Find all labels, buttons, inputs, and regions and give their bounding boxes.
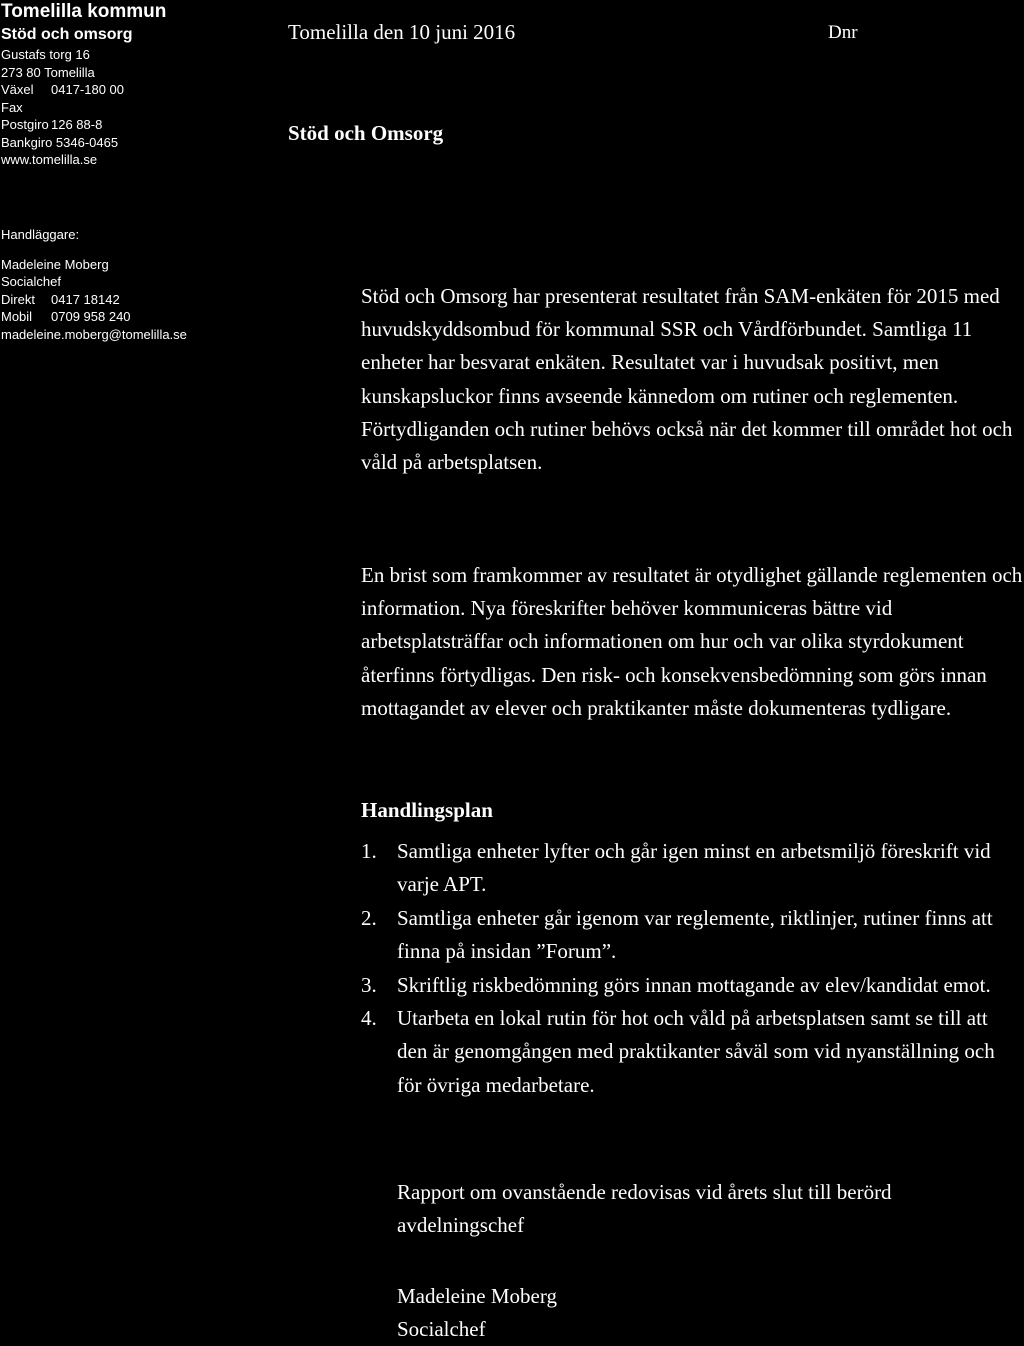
list-item-number: 4. bbox=[361, 1006, 377, 1031]
direct-label: Direkt bbox=[1, 291, 35, 307]
handler-title: Socialchef bbox=[1, 274, 61, 289]
list-item-text: Samtliga enheter går igenom var reglemente, riktlinjer, rutiner finns att finna på insidan ”Forum”. bbox=[397, 905, 993, 963]
street-address: Gustafs torg 16 bbox=[1, 47, 90, 62]
list-item-text: Samtliga enheter lyfter och går igen minst en arbetsmiljö föreskrift vid varje APT. bbox=[397, 839, 991, 897]
document-heading: Stöd och Omsorg bbox=[288, 121, 444, 145]
postgiro-label: Postgiro bbox=[1, 117, 49, 132]
direct-number: 0417 18142 bbox=[51, 291, 120, 307]
spacer bbox=[1, 244, 241, 256]
dnr-label: Dnr bbox=[828, 22, 858, 43]
list-item-number: 1. bbox=[361, 839, 377, 863]
mobile-label: Mobil bbox=[1, 309, 33, 324]
fax-line bbox=[1, 99, 241, 117]
postal-address: 273 80 Tomelilla bbox=[1, 64, 95, 80]
signature-title: Socialchef bbox=[397, 1317, 486, 1341]
mobile-phone-line bbox=[1, 308, 241, 326]
handler-block bbox=[1, 226, 241, 343]
switchboard-number: 0417-180 00 bbox=[51, 82, 125, 97]
handler-label: Handläggare: bbox=[1, 227, 80, 242]
date-line: Tomelilla den 10 juni 2016 bbox=[288, 20, 516, 44]
list-item bbox=[361, 902, 1023, 968]
list-item bbox=[361, 835, 1023, 901]
bankgiro-line: Bankgiro 5346-0465 bbox=[1, 134, 119, 150]
website: www.tomelilla.se bbox=[1, 152, 98, 167]
list-item bbox=[361, 1002, 1023, 1102]
handler-email: madeleine.moberg@tomelilla.se bbox=[1, 326, 187, 342]
sender-block bbox=[1, 0, 241, 169]
postgiro-line bbox=[1, 116, 241, 134]
mobile-number: 0709 958 240 bbox=[51, 309, 131, 324]
signature-block bbox=[397, 1280, 557, 1346]
list-item-number: 3. bbox=[361, 972, 377, 997]
list-item-text: Skriftlig riskbedömning görs innan mottagande av elev/kandidat emot. bbox=[397, 972, 991, 997]
switchboard-label: Växel bbox=[1, 82, 34, 97]
list-item-number: 2. bbox=[361, 905, 377, 930]
signature-name: Madeleine Moberg bbox=[397, 1284, 557, 1308]
body-paragraph-2: En brist som framkommer av resultatet är otydlighet gällande reglementen och information. Nya föreskrifter behöver kommuniceras bättre vid arbetsplatsträffar och informationen om hur och var olika styrdokument återfinns förtydligas. Den risk- och konsekvensbedömning som görs innan mottagandet av elever och praktikanter måste dokumenteras tydligare. bbox=[361, 563, 1023, 720]
postgiro-number: 126 88-8 bbox=[51, 117, 103, 132]
report-statement: Rapport om ovanstående redovisas vid årets slut till berörd avdelningschef bbox=[397, 1180, 892, 1238]
action-plan-heading: Handlingsplan bbox=[361, 798, 493, 822]
department-name: Stöd och omsorg bbox=[1, 26, 133, 43]
switchboard-line bbox=[1, 81, 241, 99]
handler-name: Madeleine Moberg bbox=[1, 256, 109, 272]
fax-label: Fax bbox=[1, 99, 23, 115]
direct-phone-line bbox=[1, 291, 241, 309]
list-item bbox=[361, 969, 1023, 1002]
list-item-text: Utarbeta en lokal rutin för hot och våld på arbetsplatsen samt se till att den är genomgången med praktikanter såväl som vid nyanställning och för övriga medarbetare. bbox=[397, 1006, 995, 1097]
action-plan-list bbox=[361, 835, 1023, 1102]
body-paragraph-1: Stöd och Omsorg har presenterat resultatet från SAM-enkäten för 2015 med huvudskyddsombud för kommunal SSR och Vårdförbundet. Samtliga 11 enheter har besvarat enkäten. Resultatet var i huvudsak positivt, men kunskapsluckor finns avseende kännedom om rutiner och reglementen. Förtydliganden och rutiner behövs också när det kommer till området hot och våld på arbetsplatsen. bbox=[361, 284, 1013, 475]
organization-name: Tomelilla kommun bbox=[1, 1, 167, 22]
